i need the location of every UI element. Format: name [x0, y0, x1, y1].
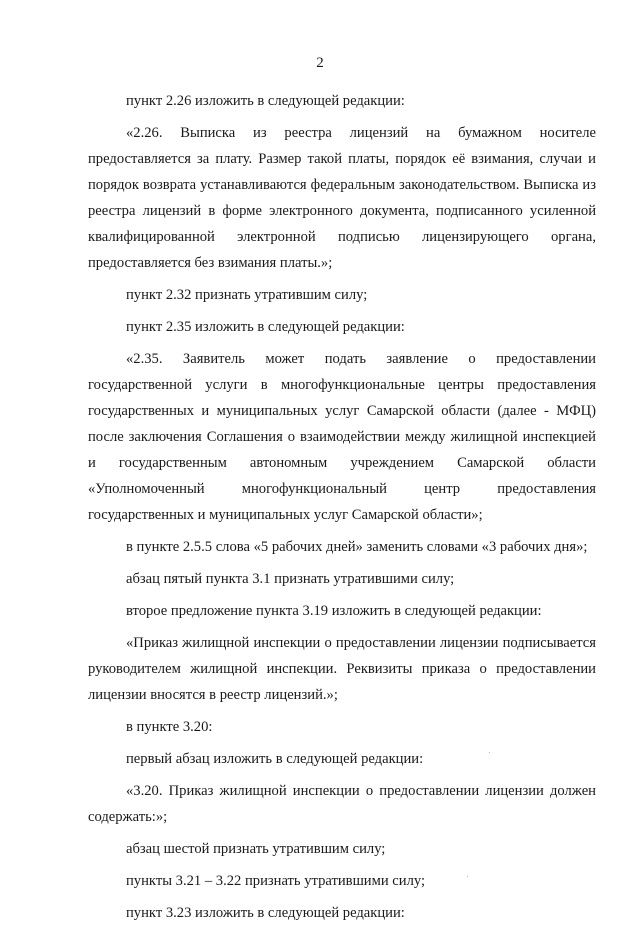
paragraph-item-2-35-text: «2.35. Заявитель может подать заявление о предоставлении государственной услуги в многофункциональные центры предоставления государственных и муниципальных услуг Самарской области (далее - МФЦ) после заключения Соглашения о взаимодействии между жилищной инспекцией и государственным автономным учреждением Самарской области «Уполномоченный многофункциональный центр предоставления государственных и муниципальных услуг Самарской области»;	[88, 351, 596, 523]
paragraph-item-3-19-intro: второе предложение пункта 3.19 изложить в следующей редакции:	[126, 603, 542, 619]
scan-speck	[467, 876, 468, 877]
paragraph-item-2-26-text: «2.26. Выписка из реестра лицензий на бумажном носителе предоставляется за плату. Размер такой платы, порядок её взимания, случаи и порядок возврата устанавливаются федеральным законодательством. Выписка из реестра лицензий в форме электронного документа, подписанного усиленной квалифицированной электронной подписью лицензирующего органа, предоставляется без взимания платы.»;	[88, 125, 596, 271]
paragraph-item-2-5-5: в пункте 2.5.5 слова «5 рабочих дней» заменить словами «3 рабочих дня»;	[126, 539, 588, 555]
paragraph-item-3-1: абзац пятый пункта 3.1 признать утратившими силу;	[126, 571, 455, 587]
paragraph-item-3-19-text: «Приказ жилищной инспекции о предоставлении лицензии подписывается руководителем жилищной инспекции. Реквизиты приказа о предоставлении лицензии вносятся в реестр лицензий.»;	[88, 635, 596, 703]
paragraph-item-3-20-intro: в пункте 3.20:	[126, 719, 213, 735]
document-body	[88, 88, 596, 926]
paragraph-item-3-20-first-abzac: первый абзац изложить в следующей редакции:	[126, 751, 424, 767]
paragraph-item-2-32: пункт 2.32 признать утратившим силу;	[126, 287, 368, 303]
paragraph-item-abzac-sixth: абзац шестой признать утратившим силу;	[126, 841, 386, 857]
paragraph-item-2-35-intro: пункт 2.35 изложить в следующей редакции:	[126, 319, 405, 335]
scan-speck	[489, 752, 490, 753]
paragraph-item-3-23-intro: пункт 3.23 изложить в следующей редакции:	[126, 905, 405, 921]
paragraph-item-3-21-3-22: пункты 3.21 – 3.22 признать утратившими силу;	[126, 873, 426, 889]
page-number: 2	[316, 55, 324, 71]
paragraph-item-3-20-text: «3.20. Приказ жилищной инспекции о предоставлении лицензии должен содержать:»;	[88, 783, 596, 825]
paragraph-item-2-26-intro: пункт 2.26 изложить в следующей редакции:	[126, 93, 405, 109]
